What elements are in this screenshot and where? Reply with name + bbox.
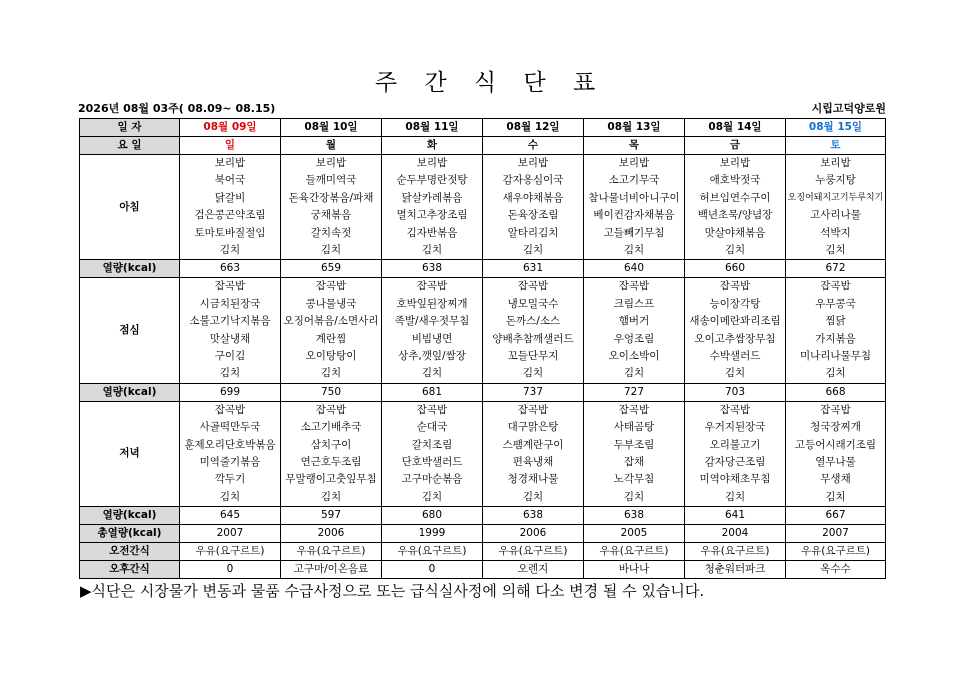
pm-snack-value: 바나나	[584, 561, 685, 579]
menu-item: 새우야채볶음	[502, 191, 564, 204]
menu-item: 순대국	[416, 421, 448, 434]
menu-item: 순두부명란젓탕	[396, 174, 468, 187]
total-kcal-value: 2005	[584, 525, 685, 543]
menu-item: 맛살야채볶음	[704, 226, 766, 239]
weekly-menu-table	[79, 118, 886, 579]
menu-item: 미역줄기볶음	[199, 455, 261, 468]
menu-item: 우무콩국	[815, 297, 856, 310]
menu-item: 김치	[320, 243, 342, 256]
date-cell: 08월 14일	[685, 119, 786, 137]
menu-item: 훈제오리단호박볶음	[184, 438, 276, 451]
menu-item: 김치	[421, 367, 443, 380]
kcal-value: 703	[685, 383, 786, 401]
menu-item: 잡채	[623, 455, 645, 468]
menu-item: 고등어시래기조림	[794, 438, 877, 451]
menu-item: 시금치된장국	[199, 297, 261, 310]
menu-item: 궁채볶음	[310, 209, 352, 222]
breakfast-menu-cell	[786, 155, 886, 260]
lunch-menu-cell	[180, 278, 281, 383]
kcal-value: 680	[382, 507, 483, 525]
menu-item: 상추,깻잎/쌈장	[398, 349, 466, 362]
menu-item: 닭갈비	[214, 191, 246, 204]
menu-item: 우엉조림	[613, 332, 655, 345]
kcal-value: 631	[483, 260, 584, 278]
menu-item: 김치	[219, 490, 241, 503]
menu-item: 보리밥	[618, 157, 650, 170]
pm-snack-value: 오렌지	[483, 561, 584, 579]
menu-item: 김치	[421, 490, 443, 503]
total-kcal-value: 2006	[483, 525, 584, 543]
lunch-menu-cell	[584, 278, 685, 383]
kcal-value: 668	[786, 383, 886, 401]
menu-item: 돈육간장볶음/파채	[288, 191, 374, 204]
kcal-value: 597	[281, 507, 382, 525]
menu-item: 김치	[825, 367, 846, 380]
subheader	[78, 100, 886, 116]
menu-item: 고구마순볶음	[401, 473, 463, 486]
institution-name: 시립고덕양로원	[811, 102, 886, 115]
menu-item: 김치	[219, 243, 241, 256]
menu-item: 편육냉채	[512, 455, 554, 468]
menu-item: 오리불고기	[709, 438, 761, 451]
kcal-value: 659	[281, 260, 382, 278]
kcal-value: 638	[483, 507, 584, 525]
menu-item: 비빔냉면	[411, 332, 453, 345]
menu-item: 김치	[320, 490, 342, 503]
breakfast-menu-cell	[584, 155, 685, 260]
menu-item: 잡곡밥	[416, 403, 448, 416]
dow-cell: 월	[281, 137, 382, 155]
menu-item: 찜닭	[825, 315, 846, 328]
menu-item: 잡곡밥	[618, 280, 650, 293]
pm-snack-value: 청춘워터파크	[685, 561, 786, 579]
menu-item: 꼬들단무지	[507, 349, 559, 362]
menu-item: 잡곡밥	[315, 280, 347, 293]
breakfast-menu-cell	[382, 155, 483, 260]
am-snack-value: 우유(요구르트)	[382, 543, 483, 561]
menu-item: 고들빼기무침	[603, 226, 665, 239]
menu-item: 보리밥	[719, 157, 751, 170]
menu-item: 스팸계란구이	[502, 438, 564, 451]
lunch-menu-cell	[685, 278, 786, 383]
menu-item: 오이고추쌈장무침	[694, 332, 776, 345]
menu-item: 잡곡밥	[820, 280, 851, 293]
menu-item: 갈치조림	[411, 438, 453, 451]
menu-item: 두부조림	[613, 438, 655, 451]
menu-item: 소불고기낙지볶음	[189, 315, 271, 328]
menu-item: 크림스프	[613, 297, 655, 310]
menu-item: 사골떡만두국	[199, 421, 261, 434]
am-snack-value: 우유(요구르트)	[180, 543, 281, 561]
am-snack-value: 우유(요구르트)	[786, 543, 886, 561]
dow-cell: 화	[382, 137, 483, 155]
menu-item: 구이김	[214, 349, 246, 362]
menu-item: 감자당근조림	[704, 455, 766, 468]
menu-item: 보리밥	[416, 157, 448, 170]
dinner-label: 저녁	[80, 401, 180, 506]
dow-cell: 금	[685, 137, 786, 155]
menu-item: 수박샐러드	[709, 349, 761, 362]
menu-item: 김치	[421, 243, 443, 256]
menu-item: 족발/새우젓무침	[394, 315, 470, 328]
menu-item: 김치	[522, 243, 544, 256]
menu-item: 청경채나물	[507, 473, 559, 486]
menu-item: 오징어볶음/소면사리	[283, 315, 379, 328]
menu-item: 잡곡밥	[214, 280, 246, 293]
menu-item: 잡곡밥	[618, 403, 650, 416]
breakfast-kcal-label: 열량(kcal)	[80, 260, 180, 278]
menu-item: 능이장각탕	[709, 297, 761, 310]
menu-item: 석박지	[820, 226, 851, 239]
menu-item: 무말랭이고춧잎무침	[285, 473, 377, 486]
dinner-kcal-label: 열량(kcal)	[80, 507, 180, 525]
menu-item: 김치	[219, 367, 241, 380]
dinner-menu-cell	[786, 401, 886, 506]
menu-item: 잡곡밥	[820, 403, 851, 416]
date-cell: 08월 10일	[281, 119, 382, 137]
dinner-menu-cell	[584, 401, 685, 506]
menu-item: 김치	[522, 490, 544, 503]
pm-snack-value: 0	[180, 561, 281, 579]
dow-cell: 토	[786, 137, 886, 155]
menu-item: 김치	[825, 490, 846, 503]
menu-item: 콩나물냉국	[305, 297, 357, 310]
menu-item: 가지볶음	[815, 332, 856, 345]
kcal-value: 667	[786, 507, 886, 525]
menu-item: 오징어돼지고기두루치기	[787, 192, 884, 203]
menu-item: 소고기배추국	[300, 421, 362, 434]
menu-item: 미역야채초무침	[699, 473, 771, 486]
menu-item: 북어국	[214, 174, 246, 187]
pm-snack-value: 0	[382, 561, 483, 579]
menu-item: 보리밥	[517, 157, 549, 170]
kcal-value: 737	[483, 383, 584, 401]
menu-item: 무생채	[820, 473, 851, 486]
pm-snack-label: 오후간식	[80, 561, 180, 579]
menu-item: 냉모밀국수	[507, 297, 559, 310]
lunch-menu-cell	[483, 278, 584, 383]
menu-item: 김치	[623, 367, 645, 380]
kcal-value: 750	[281, 383, 382, 401]
kcal-value: 660	[685, 260, 786, 278]
dinner-menu-cell	[483, 401, 584, 506]
kcal-value: 699	[180, 383, 281, 401]
kcal-value: 681	[382, 383, 483, 401]
menu-item: 닭살카레볶음	[401, 191, 463, 204]
date-header-label: 일 자	[80, 119, 180, 137]
dow-header-label: 요 일	[80, 137, 180, 155]
am-snack-value: 우유(요구르트)	[685, 543, 786, 561]
menu-item: 잡곡밥	[517, 403, 549, 416]
date-cell: 08월 09일	[180, 119, 281, 137]
menu-item: 노각무침	[613, 473, 655, 486]
notice-text: ▶식단은 시장물가 변동과 물품 수급사정으로 또는 급식실사정에 의해 다소 변경 될 수 있습니다.	[80, 582, 705, 600]
menu-item: 베이컨감자채볶음	[593, 209, 675, 222]
menu-item: 오이탕탕이	[305, 349, 357, 362]
total-kcal-value: 1999	[382, 525, 483, 543]
dinner-menu-cell	[281, 401, 382, 506]
menu-item: 토마토바질절임	[194, 226, 266, 239]
dinner-menu-cell	[180, 401, 281, 506]
menu-item: 알타리김치	[507, 226, 559, 239]
menu-item: 잡곡밥	[719, 280, 751, 293]
menu-item: 검은콩곤약조림	[194, 209, 266, 222]
kcal-value: 727	[584, 383, 685, 401]
menu-item: 허브임연수구이	[699, 191, 771, 204]
menu-item: 보리밥	[820, 157, 851, 170]
total-kcal-value: 2007	[786, 525, 886, 543]
lunch-kcal-label: 열량(kcal)	[80, 383, 180, 401]
menu-item: 햄버거	[618, 315, 650, 328]
dow-cell: 목	[584, 137, 685, 155]
dow-cell: 일	[180, 137, 281, 155]
date-cell: 08월 15일	[786, 119, 886, 137]
kcal-value: 641	[685, 507, 786, 525]
total-kcal-value: 2006	[281, 525, 382, 543]
breakfast-menu-cell	[281, 155, 382, 260]
breakfast-label: 아침	[80, 155, 180, 260]
date-cell: 08월 13일	[584, 119, 685, 137]
menu-item: 돈육장조림	[507, 209, 559, 222]
menu-item: 김치	[825, 243, 846, 256]
am-snack-value: 우유(요구르트)	[584, 543, 685, 561]
menu-item: 김치	[522, 367, 544, 380]
menu-item: 사태곰탕	[613, 421, 655, 434]
total-kcal-label: 총열량(kcal)	[80, 525, 180, 543]
menu-item: 김치	[623, 490, 645, 503]
kcal-value: 638	[382, 260, 483, 278]
kcal-value: 672	[786, 260, 886, 278]
lunch-menu-cell	[382, 278, 483, 383]
menu-item: 잡곡밥	[517, 280, 549, 293]
menu-item: 감자옹심이국	[502, 174, 564, 187]
menu-item: 보리밥	[315, 157, 347, 170]
menu-item: 멸치고추장조림	[396, 209, 468, 222]
menu-item: 김치	[724, 490, 746, 503]
dinner-menu-cell	[685, 401, 786, 506]
menu-item: 오이소박이	[608, 349, 660, 362]
menu-item: 잡곡밥	[719, 403, 751, 416]
menu-item: 참나물너비아니구이	[588, 191, 680, 204]
total-kcal-value: 2007	[180, 525, 281, 543]
breakfast-menu-cell	[180, 155, 281, 260]
pm-snack-value: 옥수수	[786, 561, 886, 579]
menu-item: 고사리나물	[810, 209, 861, 222]
menu-item: 갈치속젓	[310, 226, 352, 239]
menu-item: 누룽지탕	[815, 174, 856, 187]
menu-item: 애호박젓국	[709, 174, 761, 187]
pm-snack-value: 고구마/이온음료	[281, 561, 382, 579]
menu-item: 들깨미역국	[305, 174, 357, 187]
menu-item: 삼치구이	[310, 438, 352, 451]
menu-item: 잡곡밥	[214, 403, 246, 416]
menu-item: 우거지된장국	[704, 421, 766, 434]
menu-item: 김치	[724, 367, 746, 380]
kcal-value: 663	[180, 260, 281, 278]
am-snack-label: 오전간식	[80, 543, 180, 561]
menu-item: 연근호두조림	[300, 455, 362, 468]
menu-item: 대구맑은탕	[507, 421, 559, 434]
menu-item: 깍두기	[214, 473, 246, 486]
menu-item: 보리밥	[214, 157, 246, 170]
menu-item: 호박잎된장찌개	[396, 297, 468, 310]
date-cell: 08월 11일	[382, 119, 483, 137]
menu-item: 계란찜	[315, 332, 347, 345]
menu-item: 김자반볶음	[406, 226, 458, 239]
am-snack-value: 우유(요구르트)	[281, 543, 382, 561]
menu-item: 열무나물	[815, 455, 856, 468]
lunch-label: 점심	[80, 278, 180, 383]
dinner-menu-cell	[382, 401, 483, 506]
am-snack-value: 우유(요구르트)	[483, 543, 584, 561]
total-kcal-value: 2004	[685, 525, 786, 543]
menu-item: 김치	[623, 243, 645, 256]
menu-item: 미나리나물무침	[799, 349, 871, 362]
breakfast-menu-cell	[685, 155, 786, 260]
menu-item: 새송이메란꽈리조림	[689, 315, 781, 328]
menu-item: 단호박샐러드	[401, 455, 463, 468]
lunch-menu-cell	[786, 278, 886, 383]
menu-item: 소고기무국	[608, 174, 660, 187]
menu-item: 김치	[320, 367, 342, 380]
menu-item: 김치	[724, 243, 746, 256]
menu-item: 백년초묵/양념장	[697, 209, 773, 222]
menu-item: 청국장찌개	[810, 421, 861, 434]
kcal-value: 638	[584, 507, 685, 525]
period-label: 2026년 08월 03주( 08.09~ 08.15)	[78, 102, 276, 115]
menu-item: 돈까스/소스	[505, 315, 561, 328]
menu-item: 맛살냉채	[209, 332, 251, 345]
dow-cell: 수	[483, 137, 584, 155]
page-title: 주 간 식 단 표	[374, 70, 606, 96]
menu-item: 양배추참깨샐러드	[492, 332, 574, 345]
date-cell: 08월 12일	[483, 119, 584, 137]
kcal-value: 645	[180, 507, 281, 525]
menu-item: 잡곡밥	[315, 403, 347, 416]
breakfast-menu-cell	[483, 155, 584, 260]
menu-item: 잡곡밥	[416, 280, 448, 293]
kcal-value: 640	[584, 260, 685, 278]
lunch-menu-cell	[281, 278, 382, 383]
